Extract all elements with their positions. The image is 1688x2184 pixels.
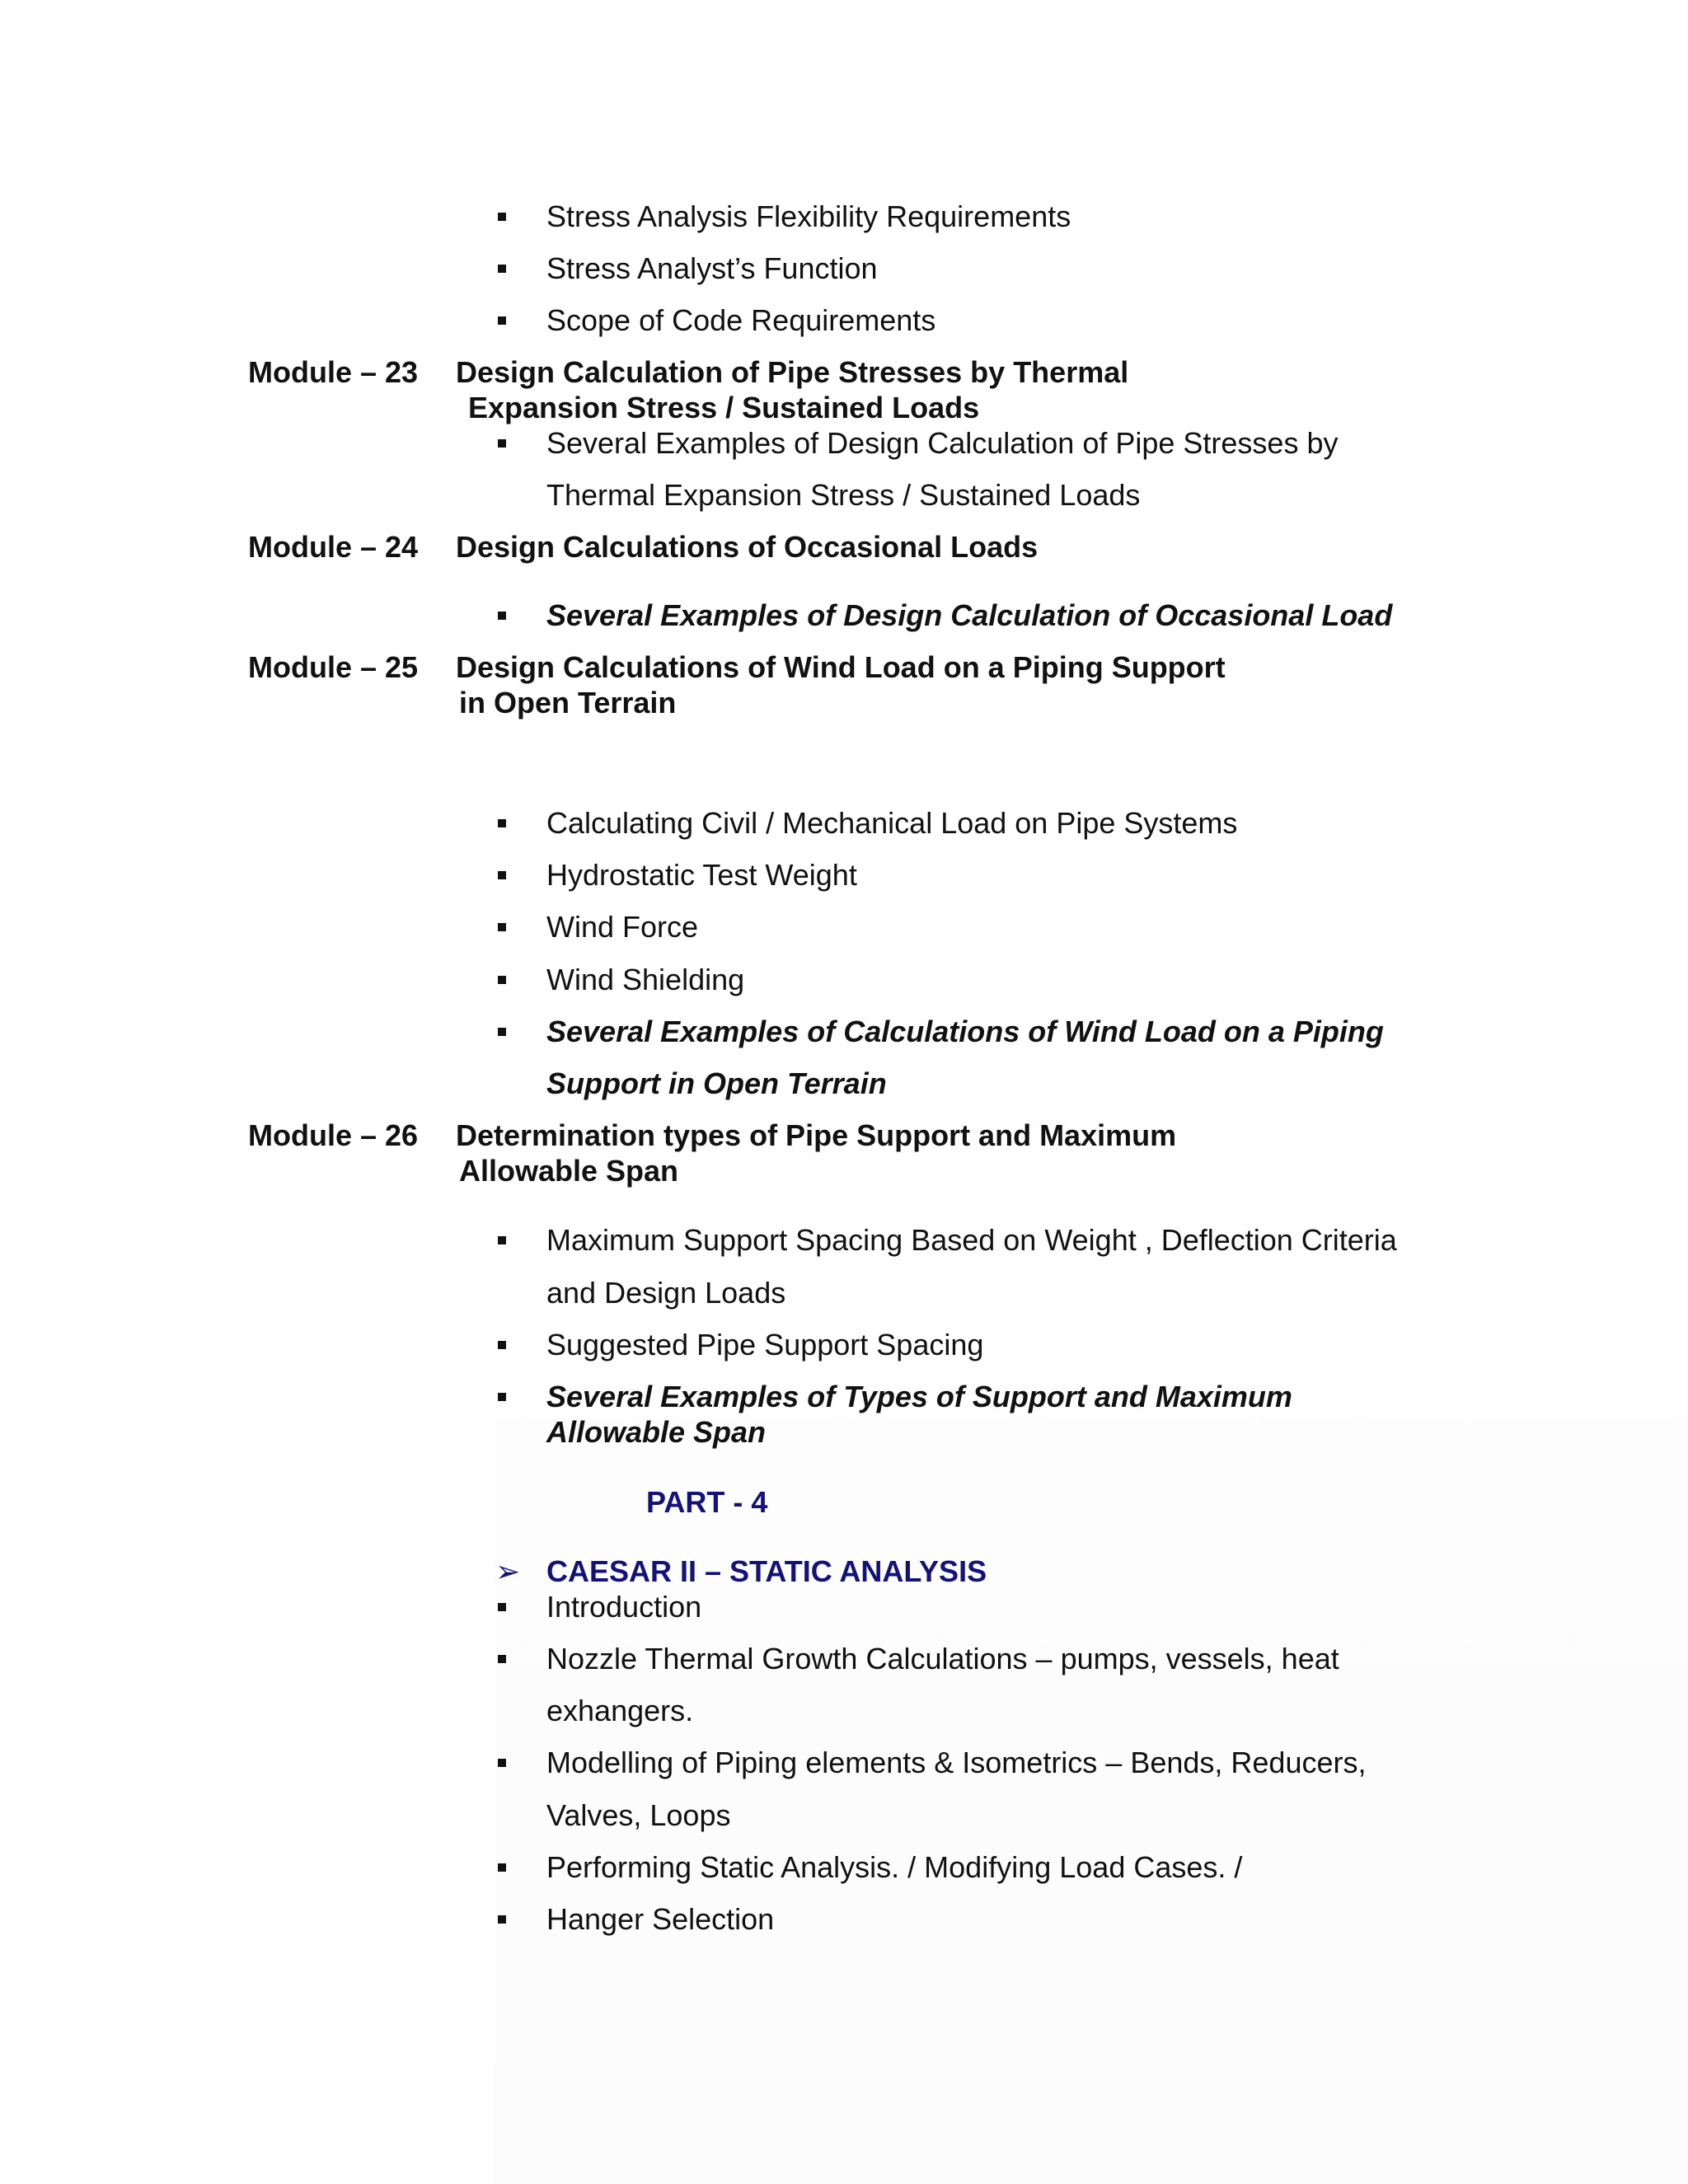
list-item: Several Examples of Calculations of Wind Load on a Piping bbox=[546, 1015, 1384, 1048]
square-bullet-icon bbox=[498, 265, 506, 273]
module-title: Determination types of Pipe Support and Maximum bbox=[456, 1118, 1177, 1152]
square-bullet-icon bbox=[498, 1028, 506, 1036]
module-title-continued: Allowable Span bbox=[459, 1154, 679, 1188]
square-bullet-icon bbox=[498, 316, 506, 325]
list-item: Performing Static Analysis. / Modifying Load Cases. / bbox=[546, 1850, 1243, 1884]
list-item: Calculating Civil / Mechanical Load on Pipe Systems bbox=[546, 806, 1238, 840]
list-item: Maximum Support Spacing Based on Weight , Deflection Criteria bbox=[546, 1223, 1397, 1257]
list-item: Wind Force bbox=[546, 910, 699, 944]
list-item: Several Examples of Design Calculation of Pipe Stresses by bbox=[546, 426, 1339, 460]
square-bullet-icon bbox=[498, 1655, 506, 1663]
square-bullet-icon bbox=[498, 976, 506, 984]
list-item: Scope of Code Requirements bbox=[546, 303, 936, 337]
list-item-continued: Support in Open Terrain bbox=[546, 1066, 887, 1100]
list-item: Introduction bbox=[546, 1590, 702, 1624]
square-bullet-icon bbox=[498, 612, 506, 620]
list-item-continued: and Design Loads bbox=[546, 1276, 786, 1310]
list-item-continued: Valves, Loops bbox=[546, 1798, 731, 1832]
module-label: Module – 24 bbox=[248, 530, 419, 564]
list-item: Stress Analyst’s Function bbox=[546, 251, 878, 285]
list-item-continued: Thermal Expansion Stress / Sustained Loads bbox=[546, 478, 1141, 512]
arrowhead-bullet-icon: ➢ bbox=[495, 1554, 521, 1588]
list-item: Nozzle Thermal Growth Calculations – pumps, vessels, heat bbox=[546, 1642, 1339, 1675]
square-bullet-icon bbox=[498, 439, 506, 448]
square-bullet-icon bbox=[498, 1863, 506, 1872]
square-bullet-icon bbox=[498, 1393, 506, 1401]
module-label: Module – 23 bbox=[248, 355, 419, 389]
square-bullet-icon bbox=[498, 1915, 506, 1924]
square-bullet-icon bbox=[498, 1759, 506, 1767]
list-item: Hydrostatic Test Weight bbox=[546, 858, 857, 892]
module-title-continued: in Open Terrain bbox=[459, 686, 677, 719]
module-title: Design Calculation of Pipe Stresses by Thermal bbox=[456, 355, 1129, 389]
square-bullet-icon bbox=[498, 1236, 506, 1244]
list-item-continued: exhangers. bbox=[546, 1694, 694, 1727]
square-bullet-icon bbox=[498, 871, 506, 879]
list-item: Modelling of Piping elements & Isometrics – Bends, Reducers, bbox=[546, 1746, 1367, 1779]
list-item-continued: Allowable Span bbox=[546, 1415, 767, 1449]
square-bullet-icon bbox=[498, 819, 506, 827]
list-item: Suggested Pipe Support Spacing bbox=[546, 1328, 984, 1361]
square-bullet-icon bbox=[498, 213, 506, 221]
list-item: Wind Shielding bbox=[546, 963, 745, 996]
section-heading: CAESAR II – STATIC ANALYSIS bbox=[546, 1554, 987, 1588]
module-label: Module – 26 bbox=[248, 1118, 419, 1152]
list-item: Stress Analysis Flexibility Requirements bbox=[546, 199, 1071, 233]
module-title-continued: Expansion Stress / Sustained Loads bbox=[468, 391, 980, 424]
list-item: Several Examples of Design Calculation of Occasional Load bbox=[546, 598, 1393, 632]
module-title: Design Calculations of Occasional Loads bbox=[456, 530, 1039, 564]
module-title: Design Calculations of Wind Load on a Piping Support bbox=[456, 650, 1226, 684]
list-item: Hanger Selection bbox=[546, 1902, 775, 1936]
square-bullet-icon bbox=[498, 1341, 506, 1349]
list-item: Several Examples of Types of Support and Maximum bbox=[546, 1380, 1292, 1413]
square-bullet-icon bbox=[498, 923, 506, 931]
square-bullet-icon bbox=[498, 1603, 506, 1611]
module-label: Module – 25 bbox=[248, 650, 419, 684]
part-heading: PART - 4 bbox=[646, 1485, 768, 1519]
